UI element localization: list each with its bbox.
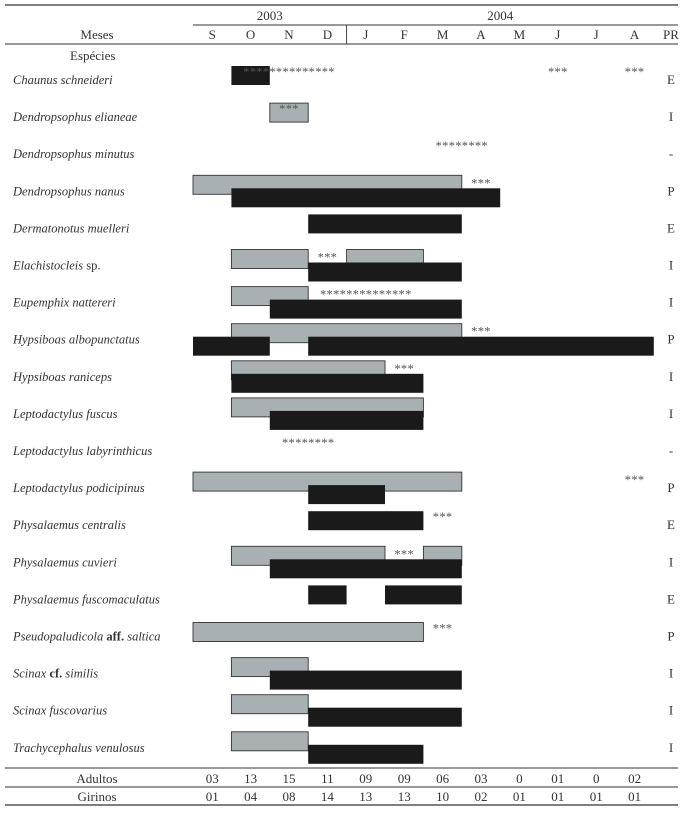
species-name [13, 667, 98, 681]
adult-bar [231, 374, 423, 393]
month-label: M [513, 27, 526, 42]
species-name-part: similis [62, 666, 99, 681]
adult-bar [270, 411, 424, 430]
summary-value: 13 [397, 789, 411, 804]
adult-bar [308, 708, 462, 727]
tadpole-bar [193, 623, 423, 642]
month-label: N [284, 27, 294, 42]
summary-value: 01 [205, 789, 219, 804]
species-name [12, 333, 140, 347]
adult-bar [308, 263, 462, 282]
pr-code: I [668, 665, 674, 681]
species-column-label: Espécies [70, 48, 116, 63]
asterisk-marker: ************** [243, 65, 335, 79]
species-name-part: cf. [46, 666, 63, 681]
pr-code: E [667, 72, 675, 87]
pr-code: I [668, 294, 674, 310]
species-name-part: Dendropsophus nanus [13, 184, 125, 199]
species-name [12, 110, 138, 124]
asterisk-marker: *** [471, 176, 491, 191]
pr-code: I [668, 554, 674, 570]
asterisk-marker: *** [471, 324, 491, 339]
adult-bar [270, 300, 462, 319]
pr-code: I [668, 405, 674, 421]
summary-value: 01 [628, 789, 642, 804]
month-label: D [322, 27, 333, 42]
adult-bar [193, 337, 270, 356]
species-name [13, 704, 107, 718]
asterisk-marker: *** [394, 547, 415, 562]
species-name-part: Eupemphix nattereri [13, 295, 116, 310]
month-label: F [400, 27, 408, 42]
summary-value: 13 [244, 771, 258, 786]
adult-bar [308, 511, 423, 530]
month-label: A [476, 27, 486, 42]
pr-code: I [668, 368, 674, 384]
asterisk-marker: *** [432, 621, 453, 636]
species-name-part: Pseudopaludicola [13, 629, 104, 644]
summary-value: 09 [359, 771, 373, 786]
year-label: 2003 [256, 8, 283, 23]
asterisk-marker: ************** [319, 287, 412, 302]
month-label: J [593, 27, 599, 42]
species-name-part: Dendropsophus minutus [13, 147, 135, 162]
pr-code: E [667, 591, 675, 607]
month-label: J [555, 27, 561, 42]
asterisk-marker: *** [432, 510, 453, 525]
summary-rows [76, 771, 641, 804]
species-name [12, 259, 101, 273]
species-name-part: Scinax fuscovarius [13, 703, 108, 718]
asterisk-marker: *** [317, 250, 338, 265]
summary-value: 01 [589, 789, 603, 804]
summary-value: 13 [359, 789, 373, 804]
asterisk-marker: *** [279, 102, 299, 117]
species-name-part: Leptodactylus labyrinthicus [13, 444, 153, 458]
adult-bar [308, 214, 462, 233]
species-name [13, 741, 145, 755]
summary-value: 04 [244, 789, 258, 804]
month-label: A [629, 27, 640, 42]
pr-code: - [668, 146, 674, 162]
species-name-part: Dermatonotus muelleri [13, 221, 130, 236]
species-name-part: Physalaemus centralis [13, 518, 126, 533]
adult-bar [385, 585, 462, 604]
summary-value: 02 [474, 789, 488, 804]
species-name-part: Hypsiboas raniceps [13, 369, 112, 384]
pr-code: P [667, 183, 675, 199]
species-name [12, 147, 135, 161]
asterisk-marker: *** [624, 473, 645, 488]
month-label: J [363, 27, 369, 42]
species-name [12, 444, 152, 458]
adult-bar [308, 485, 385, 504]
tadpole-bar [231, 250, 308, 269]
chart-header [70, 8, 679, 63]
species-name [12, 296, 116, 310]
pr-code: I [668, 739, 674, 755]
species-name-part: Dendropsophus elianeae [13, 110, 138, 125]
species-name-part: aff. [103, 629, 125, 644]
asterisk-marker: *** [547, 65, 568, 79]
species-name [12, 592, 160, 606]
pr-code: E [667, 220, 675, 236]
summary-value: 03 [474, 771, 488, 786]
tadpole-bar [231, 732, 308, 751]
species-name-part: Physalaemus fuscomaculatus [13, 592, 160, 607]
adult-bar [270, 671, 462, 690]
species-name-part: Chaunus schneideri [13, 73, 113, 87]
summary-label: Girinos [77, 789, 117, 804]
asterisk-marker: ******** [435, 139, 489, 154]
activity-bars [193, 65, 654, 764]
pr-column-label: PR [663, 27, 679, 42]
pr-code: P [667, 628, 675, 644]
species-name [12, 221, 130, 235]
adult-bar [270, 559, 462, 578]
species-name [12, 370, 112, 384]
summary-value: 0 [516, 771, 523, 786]
pr-code: E [667, 517, 675, 533]
adult-bar [308, 337, 654, 356]
species-name [12, 555, 117, 569]
species-name-part: Leptodactylus fuscus [13, 406, 118, 421]
species-name-part: Elachistocleis [13, 258, 84, 273]
species-name-part: Trachycephalus venulosus [13, 740, 145, 755]
species-name-part: Leptodactylus podicipinus [13, 481, 145, 496]
summary-value: 02 [628, 771, 642, 786]
months-label: Meses [80, 27, 114, 42]
species-name-part: Scinax [13, 666, 47, 681]
pr-code: P [667, 331, 675, 347]
pr-code: P [667, 480, 675, 496]
species-name [12, 184, 125, 198]
tadpole-bar [231, 695, 308, 714]
species-name [12, 481, 145, 495]
summary-value: 09 [397, 771, 411, 786]
species-name [13, 73, 113, 87]
species-name-part: saltica [124, 629, 161, 644]
species-name [12, 518, 126, 532]
adult-bar [308, 585, 346, 604]
pr-code: - [668, 443, 674, 458]
month-label: M [436, 27, 449, 42]
species-name-part: Physalaemus cuvieri [13, 555, 117, 570]
asterisk-marker: *** [624, 65, 645, 79]
summary-value: 01 [551, 789, 565, 804]
pr-code: I [668, 257, 674, 273]
month-label: O [245, 27, 256, 42]
asterisk-marker: *** [394, 361, 415, 376]
pr-code: I [668, 109, 674, 125]
adult-bar [308, 745, 423, 764]
summary-label: Adultos [76, 771, 118, 786]
species-name-part: sp. [83, 258, 101, 273]
month-label: S [208, 27, 216, 42]
summary-value: 11 [321, 771, 334, 786]
summary-value: 08 [282, 789, 296, 804]
summary-value: 01 [551, 771, 565, 786]
summary-value: 10 [436, 789, 450, 804]
pr-code: I [668, 702, 674, 718]
year-label: 2004 [487, 8, 514, 23]
adult-bar [231, 188, 500, 207]
species-name-part: Hypsiboas albopunctatus [13, 332, 140, 347]
summary-value: 01 [512, 789, 526, 804]
summary-value: 14 [320, 789, 334, 804]
summary-value: 15 [282, 771, 296, 786]
species-name [12, 407, 118, 421]
summary-value: 03 [205, 771, 219, 786]
summary-value: 0 [592, 771, 600, 786]
species-name [12, 630, 161, 644]
summary-value: 06 [436, 771, 450, 786]
asterisk-marker: ******** [281, 436, 335, 450]
